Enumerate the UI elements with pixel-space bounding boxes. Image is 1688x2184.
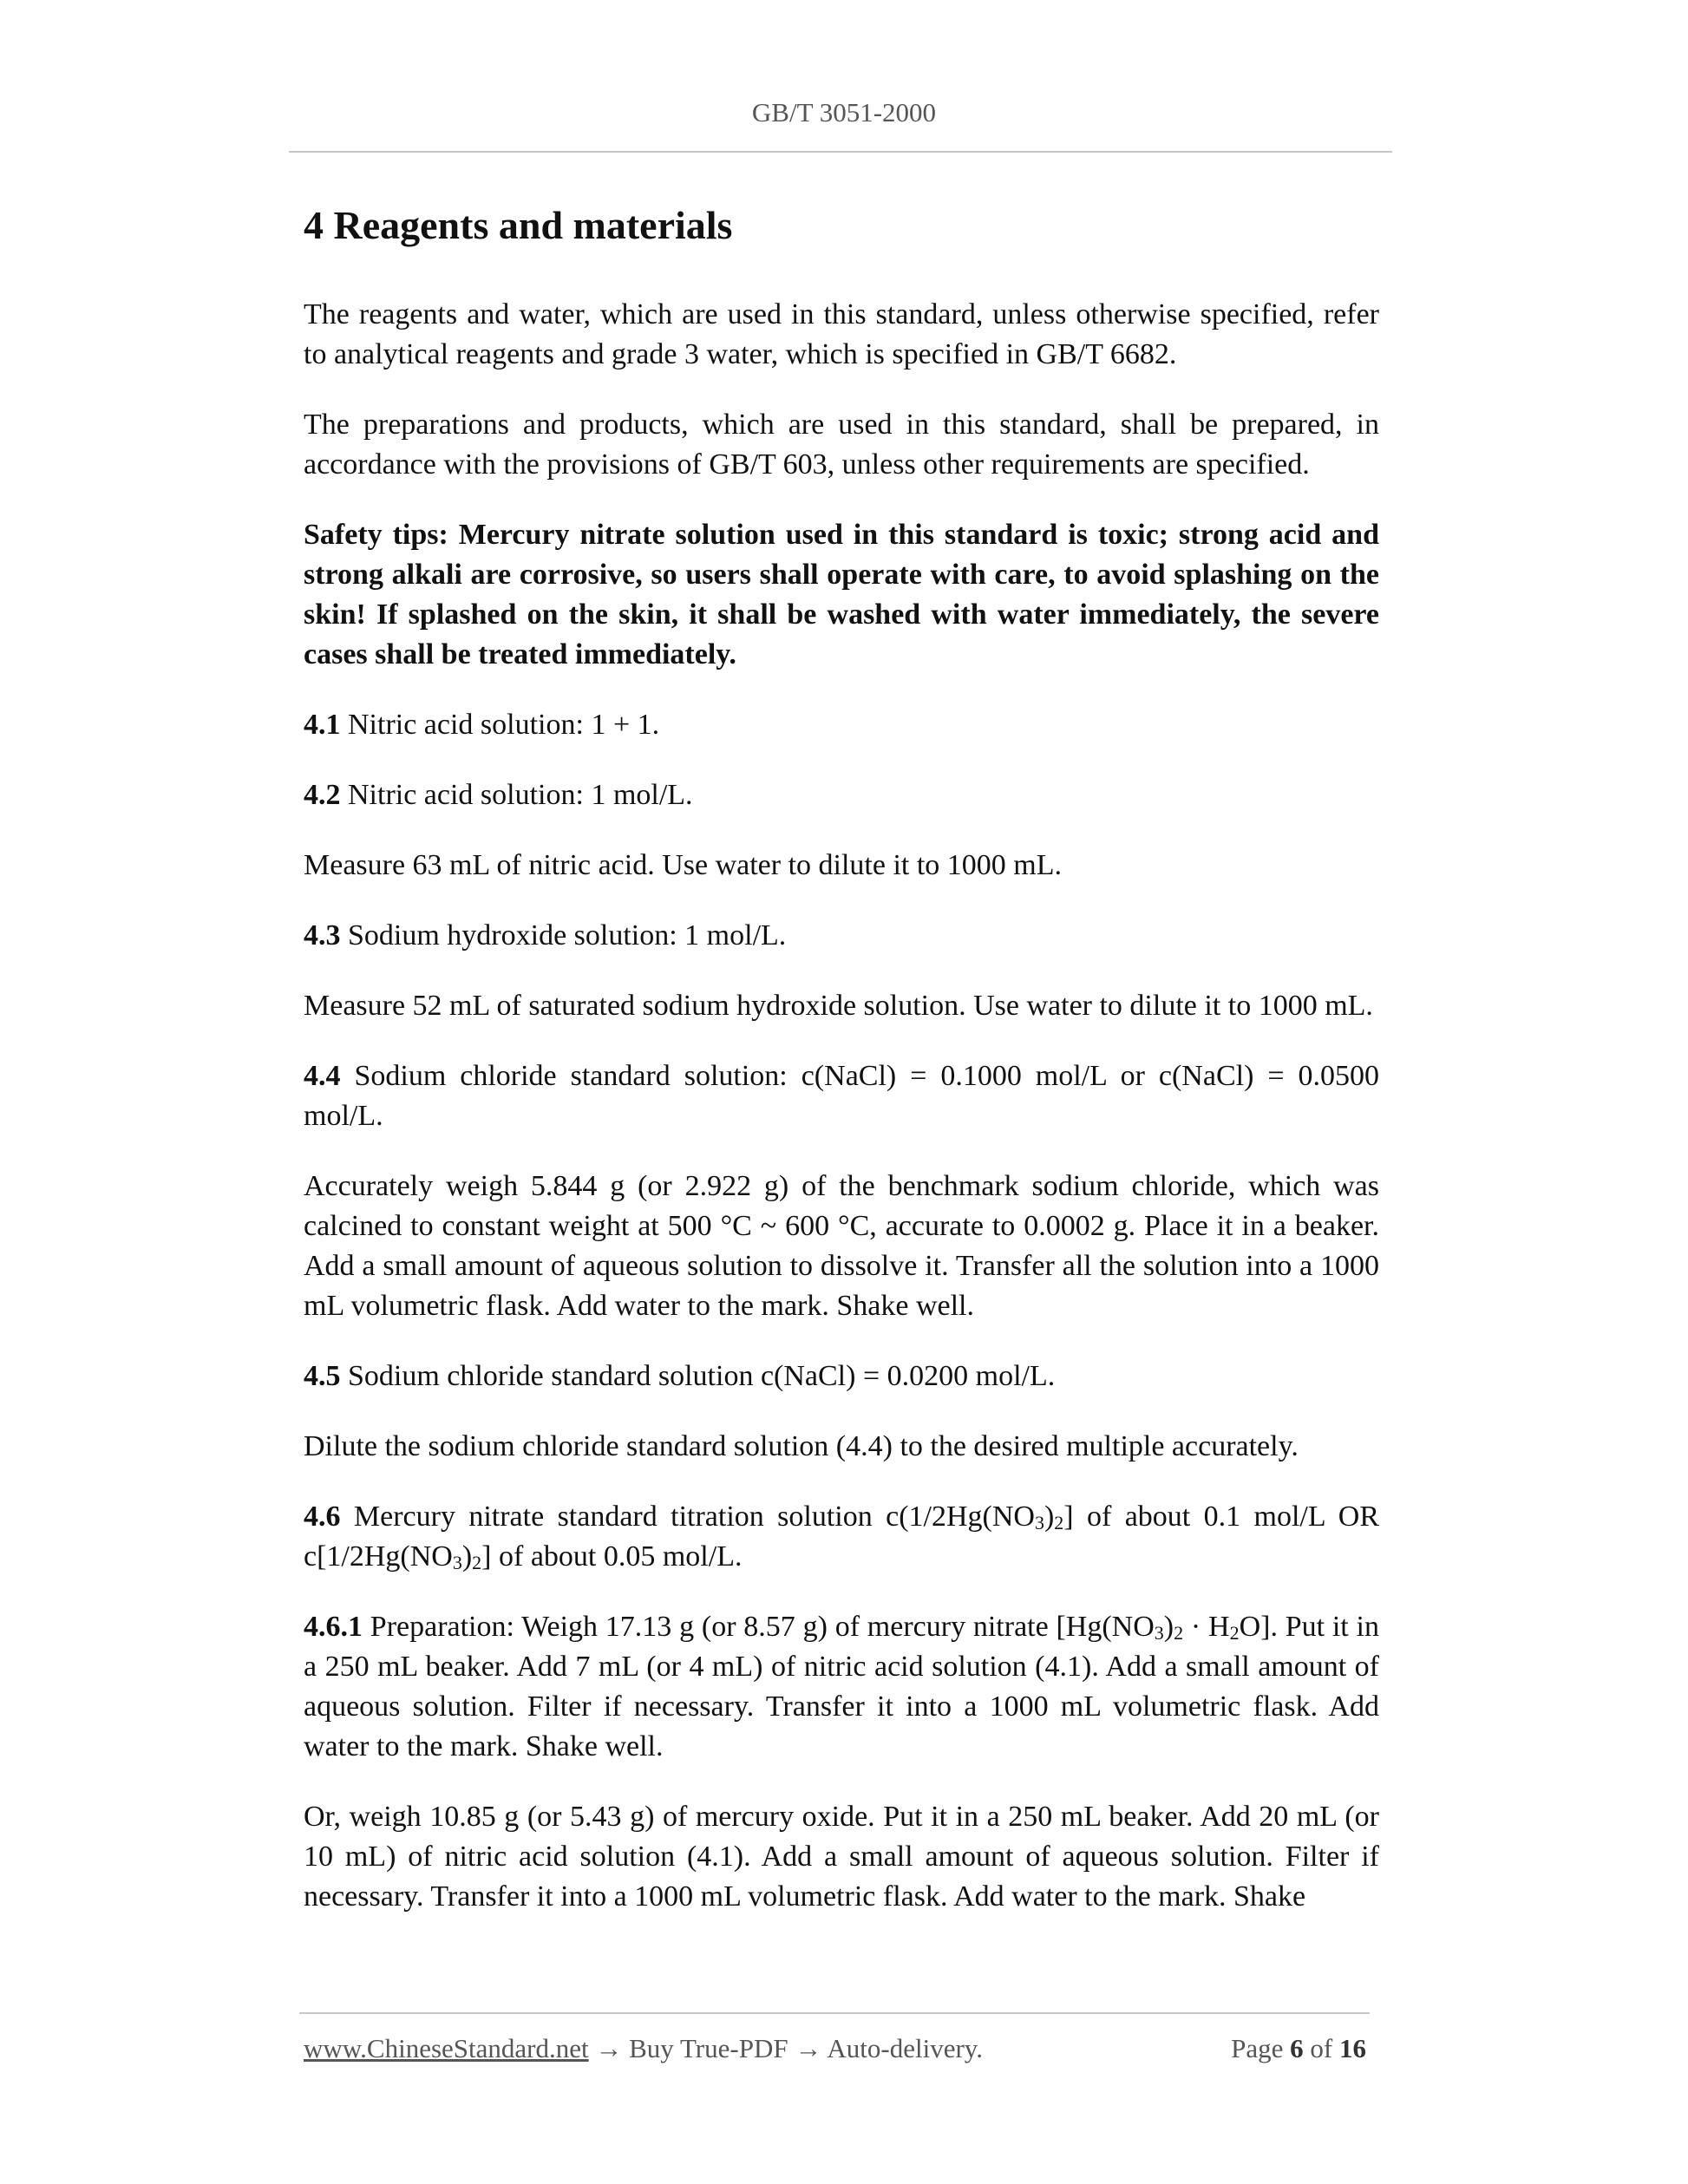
item-number: 4.3 <box>304 919 341 951</box>
intro-paragraph-1: The reagents and water, which are used in this standard, unless otherwise specified, refer to analytical reagents and grade 3 water, which is specified in GB/T 6682. <box>304 298 1379 370</box>
item-4-4 <box>304 1056 1379 1136</box>
of-label: of <box>1303 2033 1339 2063</box>
intro-paragraph-2: The preparations and products, which are used in this standard, shall be prepared, in accordance with the provisions of GB/T 603, unless other requirements are specified. <box>304 409 1379 481</box>
item-number: 4.4 <box>304 1060 341 1092</box>
page-current: 6 <box>1290 2033 1304 2063</box>
arrow-icon: → <box>788 2033 828 2063</box>
subscript: 2 <box>1229 1622 1240 1644</box>
item-4-1 <box>304 705 1379 745</box>
item-number: 4.6 <box>304 1501 341 1533</box>
item-4-3-detail: Measure 52 mL of saturated sodium hydroxide solution. Use water to dilute it to 1000 mL. <box>304 990 1373 1022</box>
arrow-icon: → <box>588 2033 630 2063</box>
page-number <box>1231 2033 1366 2064</box>
item-number: 4.1 <box>304 709 341 741</box>
item-text: ) <box>1163 1611 1174 1643</box>
item-number: 4.6.1 <box>304 1611 363 1643</box>
item-text: ) <box>461 1540 473 1573</box>
safety-tips-paragraph: Safety tips: Mercury nitrate solution used in this standard is toxic; strong acid and strong alkali are corrosive, so users shall operate with care, to avoid splashing on the skin! If splashed on the skin, it shall be washed with water immediately, the severe cases shall be treated immediately. <box>304 519 1379 670</box>
item-text: ] of about 0.1 mol/L OR c[1/2Hg(NO <box>304 1501 1379 1573</box>
item-text: Mercury nitrate standard titration solution c(1/2Hg(NO <box>340 1501 1035 1533</box>
item-text: Preparation: Weigh 17.13 g (or 8.57 g) of mercury nitrate [Hg(NO <box>363 1611 1155 1643</box>
section-title: 4 Reagents and materials <box>304 203 733 247</box>
item-4-2 <box>304 775 1379 815</box>
item-4-5 <box>304 1357 1379 1396</box>
item-number: 4.2 <box>304 779 341 811</box>
buy-pdf-text: Buy True-PDF <box>629 2033 788 2063</box>
item-text: Nitric acid solution: 1 mol/L. <box>340 779 693 811</box>
subscript: 3 <box>1034 1512 1044 1533</box>
footer-links <box>304 2033 983 2064</box>
subscript: 2 <box>1174 1622 1184 1644</box>
item-text: ] of about 0.05 mol/L. <box>481 1540 743 1573</box>
item-text: Sodium hydroxide solution: 1 mol/L. <box>340 919 787 951</box>
item-text: Sodium chloride standard solution c(NaCl) = 0.0200 mol/L. <box>340 1360 1056 1392</box>
item-4-4-detail: Accurately weigh 5.844 g (or 2.922 g) of the benchmark sodium chloride, which was calcined to constant weight at 500 °C ~ 600 °C, accurate to 0.0002 g. Place it in a beaker. Add a small amount of aqueous solution to dissolve it. Transfer all the solution into a 1000 mL volumetric flask. Add water to the mark. Shake well. <box>304 1170 1379 1322</box>
document-body <box>304 199 1379 1947</box>
header-divider <box>289 151 1392 153</box>
item-text: O]. Put it in a 250 mL beaker. Add 7 mL (or 4 mL) of nitric acid solution (4.1). Add a small amount of aqueous solution. Filter if necessary. Transfer it into a 1000 mL volumetric flask. Add water to the mark. Shake well. <box>304 1611 1379 1762</box>
item-4-2-detail: Measure 63 mL of nitric acid. Use water to dilute it to 1000 mL. <box>304 849 1063 881</box>
subscript: 2 <box>1054 1512 1064 1533</box>
item-4-6-1-alternative: Or, weigh 10.85 g (or 5.43 g) of mercury oxide. Put it in a 250 mL beaker. Add 20 mL (or 10 mL) of nitric acid solution (4.1). Add a small amount of aqueous solution. Filter if necessary. Transfer it into a 1000 mL volumetric flask. Add water to the mark. Shake <box>304 1801 1379 1913</box>
subscript: 3 <box>452 1552 462 1573</box>
footer-divider <box>299 2012 1370 2014</box>
item-text: · H <box>1183 1611 1230 1643</box>
item-text: Nitric acid solution: 1 + 1. <box>340 709 660 741</box>
item-text: Sodium chloride standard solution: c(NaCl) = 0.1000 mol/L or c(NaCl) = 0.0500 mol/L. <box>304 1060 1379 1132</box>
item-4-6 <box>304 1497 1379 1577</box>
page-header-doc-id: GB/T 3051-2000 <box>751 97 937 128</box>
item-4-6-1 <box>304 1607 1379 1767</box>
item-number: 4.5 <box>304 1360 341 1392</box>
item-4-3 <box>304 916 1379 956</box>
subscript: 2 <box>472 1552 482 1573</box>
subscript: 3 <box>1154 1622 1164 1644</box>
page-total: 16 <box>1339 2033 1366 2063</box>
page-label: Page <box>1231 2033 1291 2063</box>
item-text: ) <box>1044 1501 1055 1533</box>
auto-delivery-text: Auto-delivery. <box>827 2033 984 2063</box>
item-4-5-detail: Dilute the sodium chloride standard solution (4.4) to the desired multiple accurately. <box>304 1430 1299 1462</box>
website-link[interactable]: www.ChineseStandard.net <box>304 2033 589 2063</box>
